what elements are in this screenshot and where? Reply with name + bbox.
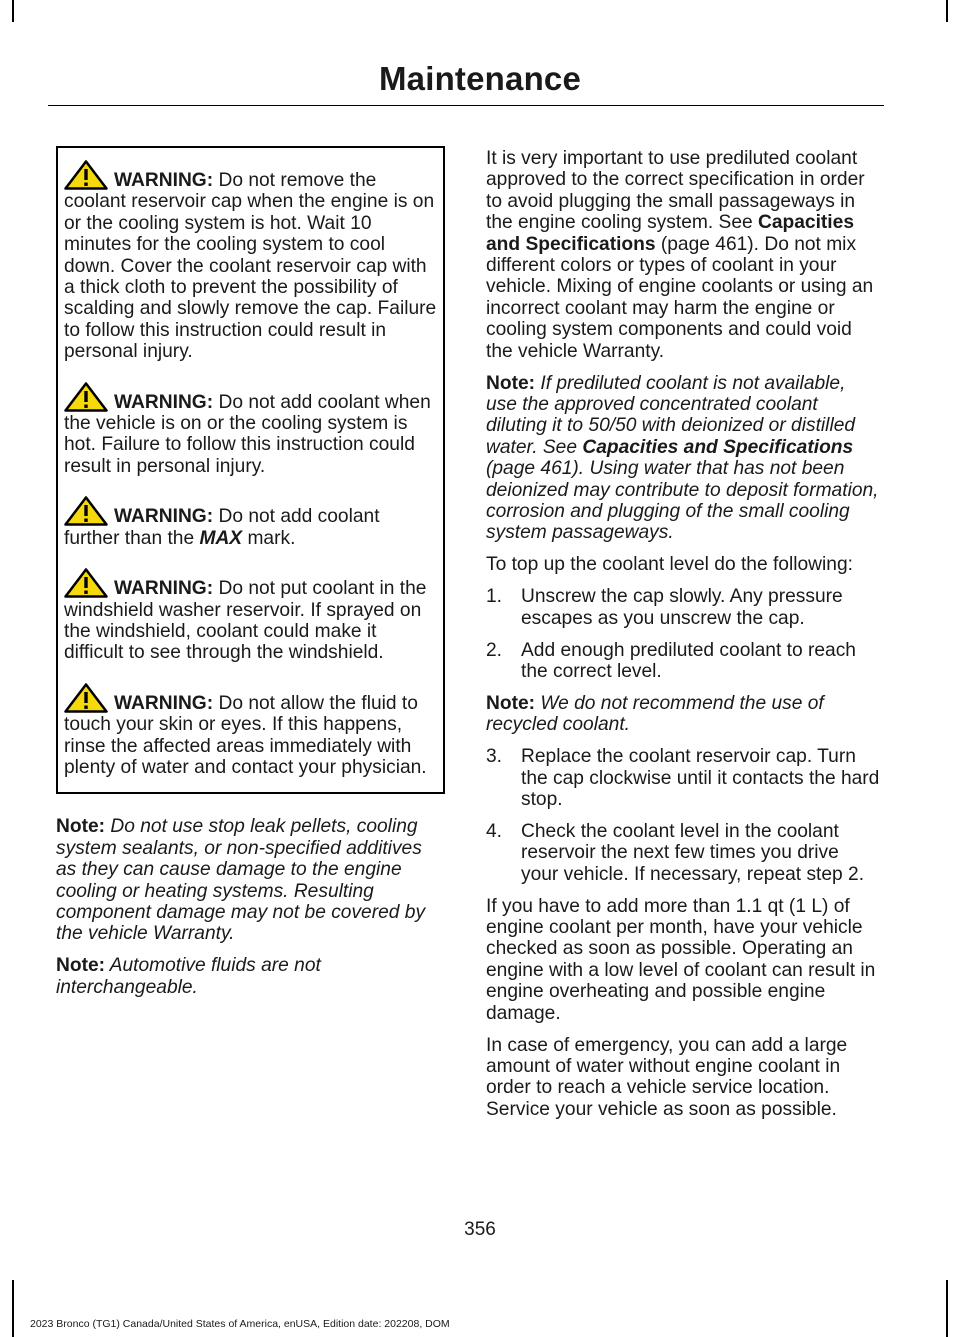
note-paragraph (56, 816, 447, 944)
note-paragraph (486, 693, 880, 736)
warning-triangle-icon (64, 683, 108, 713)
warning-item (64, 683, 437, 779)
cross-reference-link[interactable]: Capacities and Specifications (486, 212, 854, 255)
note-text: If prediluted coolant is not available, use the approved concentrated coolant diluting it to 50/50 with deionized or distilled water. See (486, 372, 856, 458)
left-column (56, 146, 447, 1009)
step-number: 1. (486, 586, 503, 608)
crop-mark-top-right (946, 0, 948, 22)
note-paragraph (486, 373, 880, 544)
warning-box (56, 146, 445, 794)
note-label: Note: (486, 692, 536, 714)
warning-text: Do not put coolant in the windshield washer reservoir. If sprayed on the windshield, coolant could make it difficult to see through the windshield. (64, 578, 427, 664)
warning-label: WARNING: (114, 391, 214, 413)
body-paragraph: In case of emergency, you can add a large amount of water without engine coolant in order to reach a vehicle service location. Service your vehicle as soon as possible. (486, 1034, 848, 1120)
note-text: Do not use stop leak pellets, cooling system sealants, or non-specified additives as they can cause damage to the engine cooling or heating systems. Resulting component damage may not be covered by the vehicle Warranty. (56, 816, 426, 945)
footer-edition-info: 2023 Bronco (TG1) Canada/United States of America, enUSA, Edition date: 202208, DOM (30, 1318, 450, 1330)
warning-text: Do not allow the fluid to touch your skin or eyes. If this happens, rinse the affected areas immediately with plenty of water and contact your physician. (64, 692, 427, 778)
body-text: It is very important to use prediluted coolant approved to the correct specification in order to avoid plugging the small passageways in the engine cooling system. See (486, 148, 865, 234)
list-item (486, 821, 880, 885)
warning-label: WARNING: (114, 578, 214, 600)
list-item (486, 746, 880, 810)
steps-list (486, 746, 880, 885)
note-label: Note: (56, 955, 106, 977)
warning-triangle-icon (64, 568, 108, 598)
right-column (486, 148, 880, 1131)
step-number: 3. (486, 746, 503, 768)
crop-mark-top-left (12, 0, 14, 22)
body-paragraph: If you have to add more than 1.1 qt (1 L) of engine coolant per month, have your vehicle checked as soon as possible. Operating an engine with a low level of coolant can result in engine overheating and possible engine damage. (486, 895, 876, 1024)
warning-triangle-icon (64, 160, 108, 190)
warning-text: Do not add coolant further than the (64, 506, 380, 549)
note-paragraph (56, 955, 447, 998)
note-text: (page 461). Using water that has not been deionized may contribute to deposit formation, corrosion and plugging of the small cooling system passageways. (486, 458, 879, 544)
list-item (486, 640, 880, 683)
header-rule (48, 105, 884, 106)
cross-reference-link[interactable]: Capacities and Specifications (582, 436, 854, 458)
crop-mark-bottom-left (12, 1280, 14, 1337)
warning-label: WARNING: (114, 692, 214, 714)
step-text: Unscrew the cap slowly. Any pressure escapes as you unscrew the cap. (521, 586, 843, 629)
body-text: (page 461). Do not mix different colors or types of coolant in your vehicle. Mixing of engine coolants or using an incorrect coolant may harm the engine or cooling system components and could void the vehicle Warranty. (486, 233, 874, 362)
warning-text: mark. (242, 527, 296, 549)
warning-item (64, 568, 437, 664)
warning-item (64, 160, 437, 363)
warning-text: Do not add coolant when the vehicle is on or the cooling system is hot. Failure to follow this instruction could result in personal injury. (64, 391, 431, 477)
warning-text: Do not remove the coolant reservoir cap when the engine is on or the cooling system is hot. Wait 10 minutes for the cooling system to cool down. Cover the coolant reservoir cap with a thick cloth to prevent the possibility of scalding and slowly remove the cap. Failure to follow this instruction could result in personal injury. (64, 170, 437, 363)
max-mark: MAX (199, 527, 243, 549)
step-number: 4. (486, 820, 503, 842)
note-label: Note: (486, 372, 536, 394)
steps-intro: To top up the coolant level do the following: (486, 554, 853, 576)
warning-triangle-icon (64, 496, 108, 526)
warning-label: WARNING: (114, 170, 214, 191)
crop-mark-bottom-right (946, 1280, 948, 1337)
note-label: Note: (56, 816, 106, 838)
warning-item (64, 496, 437, 549)
step-text: Check the coolant level in the coolant reservoir the next few times you drive your vehicle. If necessary, repeat step 2. (521, 820, 865, 885)
page-title: Maintenance (378, 60, 582, 97)
warning-label: WARNING: (114, 506, 214, 528)
list-item (486, 586, 880, 629)
step-text: Replace the coolant reservoir cap. Turn the cap clockwise until it contacts the hard stop. (521, 746, 880, 810)
steps-list (486, 586, 880, 682)
step-text: Add enough prediluted coolant to reach the correct level. (521, 639, 856, 682)
note-text: Automotive fluids are not interchangeable. (56, 955, 321, 998)
note-text: We do not recommend the use of recycled coolant. (486, 692, 824, 736)
warning-item (64, 382, 437, 478)
body-paragraph (486, 148, 880, 362)
warning-triangle-icon (64, 382, 108, 412)
page-number: 356 (464, 1219, 496, 1240)
step-number: 2. (486, 639, 503, 661)
